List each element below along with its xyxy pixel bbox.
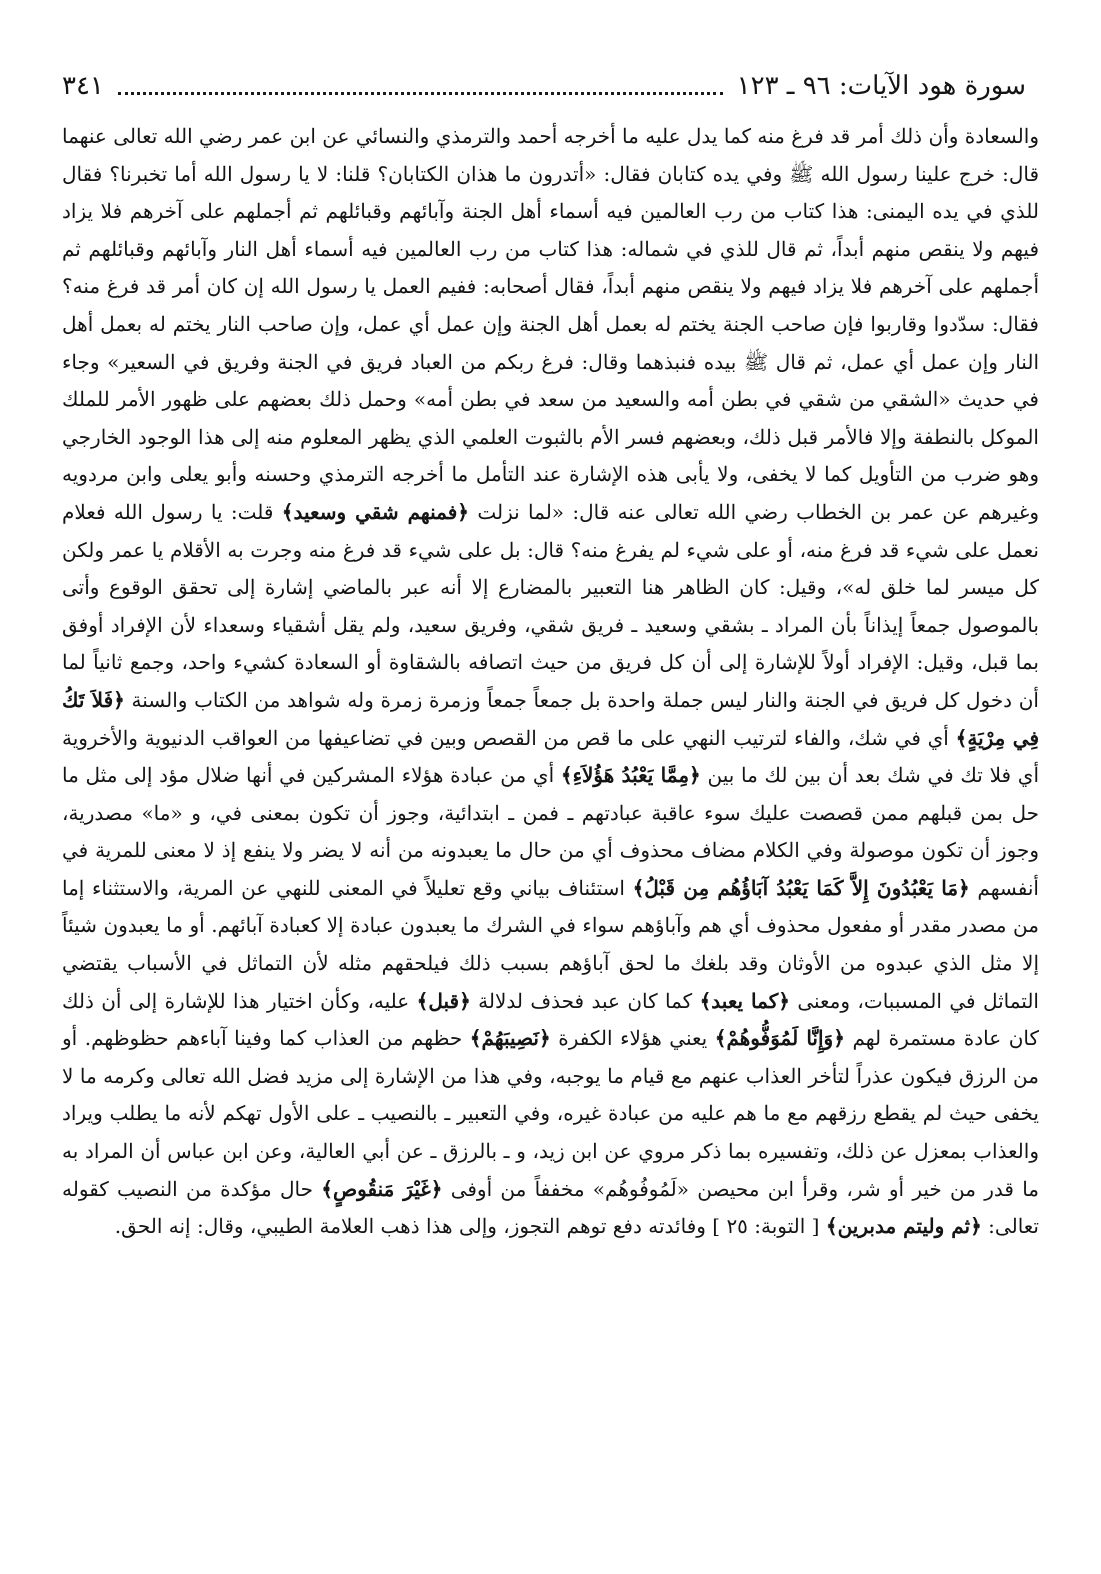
quran-quote: ﴿فَلاَ تَكُ فِي مِرْيَةٍ﴾ [62,687,1039,750]
leader-dots [118,92,723,95]
text-run: قلت: يا رسول الله فعلام نعمل على شيء قد فرغ منه، أو على شيء لم يفرغ منه؟ قال: بل على شيء قد فرغ منه وجرت به الأقلام يا عمر ولكن كل ميسر لما خلق له»، وقيل: كان الظاهر هنا التعبير بالمضارع إلا أنه عبر بالماضي إشارة إلى تحقق الوقوع وأتى بالموصول جمعاً إيذاناً بأن المراد ـ بشقي وسعيد ـ فريق شقي، وفريق سعيد، ولم يقل أشقياء وسعداء لأن الإفراد أوفق بما قبل، وقيل: الإفراد أولاً للإشارة إلى أن كل فريق من حيث اتصافه بالشقاوة أو السعادة كشيء واحد، وجمع ثانياً لما أن دخول كل فريق في الجنة والنار ليس جملة واحدة بل جمعاً جمعاً وزمرة زمرة وله شواهد من الكتاب والسنة [62,499,1039,712]
chapter-title: سورة هود الآيات: ٩٦ ـ ١٢٣ [736,71,1026,101]
quran-quote: ﴿مِمَّا يَعْبُدُ هَؤُلاَءِ﴾ [560,763,701,788]
quran-quote: ﴿نَصِيبَهُمْ﴾ [469,1026,551,1051]
quran-quote: ﴿مَا يَعْبُدُونَ إِلاَّ كَمَا يَعْبُدُ آبَاؤُهُم مِن قَبْلُ﴾ [632,875,970,900]
quran-quote: ﴿ثم وليتم مدبرين﴾ [825,1214,982,1239]
page-number: ٣٤١ [62,71,104,101]
quran-quote: ﴿وَإِنَّا لَمُوَفُّوهُمْ﴾ [714,1026,845,1051]
body-paragraph [62,118,1039,1246]
quran-quote: ﴿كما يعبد﴾ [699,988,790,1013]
text-run: [ التوبة: ٢٥ ] وفائدته دفع توهم التجوز، وإلى هذا ذهب العلامة الطيبي، وقال: إنه الحق. [114,1214,826,1239]
text-run: استئناف بياني وقع تعليلاً في المعنى للنهي عن المرية، والاستثناء إما من مصدر مقدر أو مفعول محذوف أي هم وآباؤهم سواء في الشرك ما يعبدون عبادة إلا كعبادة آبائهم. أو ما يعبدون شيئاً إلا مثل الذي عبدوه من الأوثان وقد بلغك ما لحق آباؤهم بسبب ذلك فيلحقهم مثله لأن التماثل في الأسباب يقتضي التماثل في المسببات، ومعنى [62,875,1039,1013]
text-run: أي في شك، والفاء لترتيب النهي على ما قص من القصص وبين في تضاعيفها من العواقب الدنيوية والأخروية أي فلا تك في شك بعد أن بين لك ما بين [62,725,1039,788]
tafsir-body [62,118,1039,1546]
text-run: أي من عبادة هؤلاء المشركين في أنها ضلال مؤد إلى مثل ما حل بمن قبلهم ممن قصصت عليك سوء عاقبة عبادتهم ـ فمن ـ ابتدائية، وجوز أن تكون بمعنى في، و «ما» مصدرية، وجوز أن تكون موصولة وفي الكلام مضاف محذوف أي من حال ما يعبدونه من أنه لا يضر ولا ينفع إذ لا معنى للمرية في أنفسهم [62,763,1039,900]
text-run: يعني هؤلاء الكفرة [550,1026,715,1051]
text-run: عليه، وكأن اختيار هذا للإشارة إلى أن ذلك كان عادة مستمرة لهم [62,988,1040,1051]
quran-quote: ﴿فمنهم شقي وسعيد﴾ [281,499,469,524]
text-run: حظهم من العذاب كما وفينا آباءهم حظوظهم. أو من الرزق فيكون عذراً لتأخر العذاب عنهم مع قيام ما يوجبه، وفي هذا من الإشارة إلى مزيد فضل الله تعالى وكرمه ما لا يخفى حيث لم يقطع رزقهم مع ما هم عليه من عبادة غيره، وفي التعبير ـ بالنصيب ـ على الأول تهكم لأنه ما يطلب ويراد والعذاب بمعزل عن ذلك، وتفسيره بما ذكر مروي عن ابن زيد، و ـ بالرزق ـ عن أبي العالية، وعن ابن عباس أن المراد به ما قدر من خير أو شر، وقرأ ابن محيصن «لَمُوفُوهُم» مخففاً من أوفى [62,1026,1040,1201]
text-run: والسعادة وأن ذلك أمر قد فرغ منه كما يدل عليه ما أخرجه أحمد والترمذي والنسائي عن ابن عمر رضي الله تعالى عنهما قال: خرج علينا رسول الله ﷺ وفي يده كتابان فقال: «أتدرون ما هذان الكتابان؟ قلنا: لا يا رسول الله أما تخبرنا؟ فقال للذي في يده اليمنى: هذا كتاب من رب العالمين فيه أسماء أهل الجنة وآبائهم وقبائلهم ثم أجملهم على آخرهم فلا يزاد فيهم ولا ينقص منهم أبداً، ثم قال للذي في شماله: هذا كتاب من رب العالمين فيه أسماء أهل النار وآبائهم وقبائلهم ثم أجملهم على آخرهم فلا يزاد فيهم ولا ينقص منهم أبداً، فقال أصحابه: ففيم العمل يا رسول الله إن كان أمر قد فرغ منه؟ فقال: سدّدوا وقاربوا فإن صاحب الجنة يختم له بعمل أهل الجنة وإن عمل أي عمل، وإن صاحب النار يختم له بعمل أهل النار وإن عمل أي عمل، ثم قال ﷺ بيده فنبذهما وقال: فرغ ربكم من العباد فريق في الجنة وفريق في السعير» وجاء في حديث «الشقي من شقي في بطن أمه والسعيد من سعد في بطن أمه» وحمل ذلك بعضهم على ظهور الأمر للملك الموكل بالنطفة وإلا فالأمر قبل ذلك، وبعضهم فسر الأم بالثبوت العلمي الذي يظهر المعلوم منه إلى هذا الوجود الخارجي وهو ضرب من التأويل كما لا يخفى، ولا يأبى هذه الإشارة عند التأمل ما أخرجه الترمذي وحسنه وأبو يعلى وابن مردويه وغيرهم عن عمر بن الخطاب رضي الله تعالى عنه قال: «لما نزلت [62,124,1039,524]
running-header [62,64,1026,108]
text-run: حال مؤكدة من النصيب كقوله تعالى: [62,1176,1039,1239]
text-run: كما كان عبد فحذف لدلالة [470,988,700,1013]
quran-quote: ﴿غَيْرَ مَنقُوصٍ﴾ [321,1176,443,1201]
quran-quote: ﴿قبل﴾ [416,988,471,1013]
